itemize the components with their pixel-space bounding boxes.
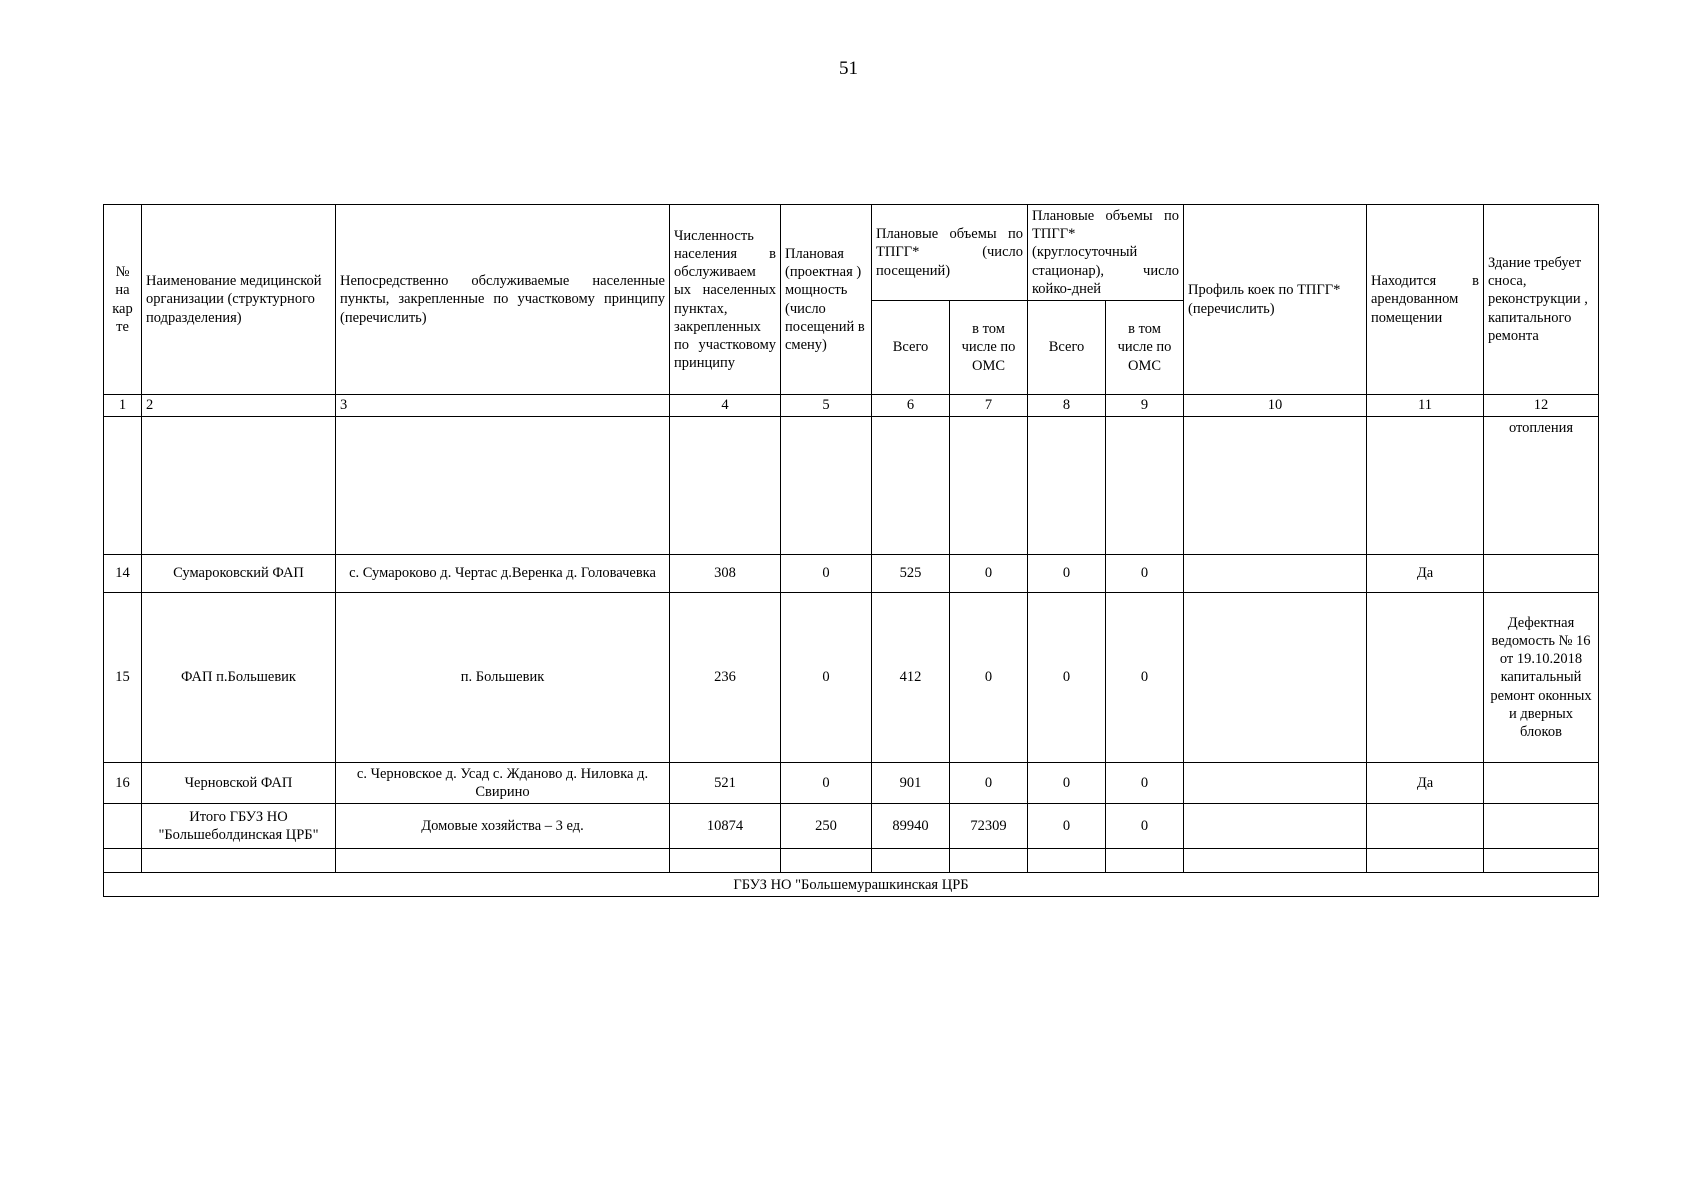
table-cell: [336, 849, 670, 873]
total-bed-profile: [1184, 804, 1367, 849]
bed-days-total-cell: 0: [1028, 763, 1106, 804]
total-row: [104, 804, 1599, 849]
table-cell: [781, 417, 872, 555]
map-number-cell: 15: [104, 593, 142, 763]
table-cell: [781, 849, 872, 873]
col-number: 3: [336, 395, 670, 417]
visits-oms-cell: 0: [950, 763, 1028, 804]
capacity-cell: 0: [781, 763, 872, 804]
header-planned-capacity: Плановая (проектная ) мощность (число посещений в смену): [781, 205, 872, 395]
table-cell: [1184, 849, 1367, 873]
table-cell: [872, 849, 950, 873]
table-cell: [950, 849, 1028, 873]
col-number: 1: [104, 395, 142, 417]
rented-cell: [1367, 593, 1484, 763]
table-cell: [1106, 417, 1184, 555]
col-number: 2: [142, 395, 336, 417]
col-number: 5: [781, 395, 872, 417]
col-number: 10: [1184, 395, 1367, 417]
table-cell: [104, 849, 142, 873]
table-cell: [104, 417, 142, 555]
header-visits-total: Всего: [872, 301, 950, 395]
col-number: 8: [1028, 395, 1106, 417]
organization-name-cell: ФАП п.Большевик: [142, 593, 336, 763]
building-condition-cell: Дефектная ведомость № 16 от 19.10.2018 капитальный ремонт оконных и дверных блоков: [1484, 593, 1599, 763]
table-row: [104, 763, 1599, 804]
table-cell: [1106, 849, 1184, 873]
header-row-1: [104, 205, 1599, 301]
total-capacity: 250: [781, 804, 872, 849]
visits-total-cell: 525: [872, 555, 950, 593]
bed-profile-cell: [1184, 593, 1367, 763]
table-cell: [1484, 849, 1599, 873]
total-population: 10874: [670, 804, 781, 849]
visits-total-cell: 901: [872, 763, 950, 804]
rented-cell: Да: [1367, 555, 1484, 593]
table-cell: [1367, 417, 1484, 555]
building-condition-cell: [1484, 555, 1599, 593]
table-cell: [142, 417, 336, 555]
population-cell: 236: [670, 593, 781, 763]
table-cell: [142, 849, 336, 873]
organization-name-cell: Сумароковский ФАП: [142, 555, 336, 593]
visits-oms-cell: 0: [950, 593, 1028, 763]
map-number-cell: 14: [104, 555, 142, 593]
total-organization-name: Итого ГБУЗ НО "Большеболдинская ЦРБ": [142, 804, 336, 849]
table-cell: [1367, 849, 1484, 873]
header-population: Численность населения в обслуживаем ых населенных пунктах, закрепленных по участковому принципу: [670, 205, 781, 395]
col-number: 7: [950, 395, 1028, 417]
total-households: Домовые хозяйства – 3 ед.: [336, 804, 670, 849]
total-bed-days-oms: 0: [1106, 804, 1184, 849]
population-cell: 308: [670, 555, 781, 593]
header-bed-profile: Профиль коек по ТПГГ* (перечислить): [1184, 205, 1367, 395]
map-number-cell: 16: [104, 763, 142, 804]
table-cell: [336, 417, 670, 555]
page-number: 51: [839, 58, 858, 79]
bed-days-oms-cell: 0: [1106, 593, 1184, 763]
header-bed-days-total: Всего: [1028, 301, 1106, 395]
visits-oms-cell: 0: [950, 555, 1028, 593]
column-numbers-row: [104, 395, 1599, 417]
header-served-settlements: Непосредственно обслуживаемые населенные пункты, закрепленные по участковому принципу (перечислить): [336, 205, 670, 395]
col-number: 11: [1367, 395, 1484, 417]
header-organization-name: Наименование медицинской организации (структурного подразделения): [142, 205, 336, 395]
table-cell: [670, 417, 781, 555]
map-number-cell: [104, 804, 142, 849]
table-cell: [1028, 417, 1106, 555]
visits-total-cell: 412: [872, 593, 950, 763]
section-title: ГБУЗ НО "Большемурашкинская ЦРБ: [104, 873, 1599, 897]
bed-days-total-cell: 0: [1028, 555, 1106, 593]
table-row: [104, 593, 1599, 763]
header-visits-oms: в том числе по ОМС: [950, 301, 1028, 395]
table-cell: [1028, 849, 1106, 873]
col-number: 9: [1106, 395, 1184, 417]
bed-days-oms-cell: 0: [1106, 555, 1184, 593]
total-bed-days: 0: [1028, 804, 1106, 849]
table-cell: [872, 417, 950, 555]
header-planned-bed-days: Плановые объемы по ТПГГ* (круглосуточный стационар), число койко-дней: [1028, 205, 1184, 301]
total-visits: 89940: [872, 804, 950, 849]
table-cell: [950, 417, 1028, 555]
population-cell: 521: [670, 763, 781, 804]
capacity-cell: 0: [781, 555, 872, 593]
header-rented-premises: Находится в арендованном помещении: [1367, 205, 1484, 395]
building-condition-cell: отопления: [1484, 417, 1599, 555]
col-number: 4: [670, 395, 781, 417]
col-number: 12: [1484, 395, 1599, 417]
section-row: [104, 873, 1599, 897]
header-map-number: № на кар те: [104, 205, 142, 395]
rented-cell: Да: [1367, 763, 1484, 804]
settlements-cell: п. Большевик: [336, 593, 670, 763]
header-planned-visits: Плановые объемы по ТПГГ* (число посещений): [872, 205, 1028, 301]
bed-days-total-cell: 0: [1028, 593, 1106, 763]
organization-name-cell: Черновской ФАП: [142, 763, 336, 804]
bed-profile-cell: [1184, 763, 1367, 804]
table-cell: [670, 849, 781, 873]
carry-over-row: [104, 417, 1599, 555]
settlements-cell: с. Черновское д. Усад с. Жданово д. Ниловка д. Свирино: [336, 763, 670, 804]
header-building-condition: Здание требует сноса, реконструкции , капитального ремонта: [1484, 205, 1599, 395]
building-condition-cell: [1484, 763, 1599, 804]
header-bed-days-oms: в том числе по ОМС: [1106, 301, 1184, 395]
table-row: [104, 555, 1599, 593]
settlements-cell: с. Сумароково д. Чертас д.Веренка д. Головачевка: [336, 555, 670, 593]
total-building-condition: [1484, 804, 1599, 849]
bed-days-oms-cell: 0: [1106, 763, 1184, 804]
bed-profile-cell: [1184, 555, 1367, 593]
total-visits-oms: 72309: [950, 804, 1028, 849]
medical-organizations-table: [103, 204, 1599, 897]
total-rented: [1367, 804, 1484, 849]
table-cell: [1184, 417, 1367, 555]
empty-row: [104, 849, 1599, 873]
capacity-cell: 0: [781, 593, 872, 763]
col-number: 6: [872, 395, 950, 417]
